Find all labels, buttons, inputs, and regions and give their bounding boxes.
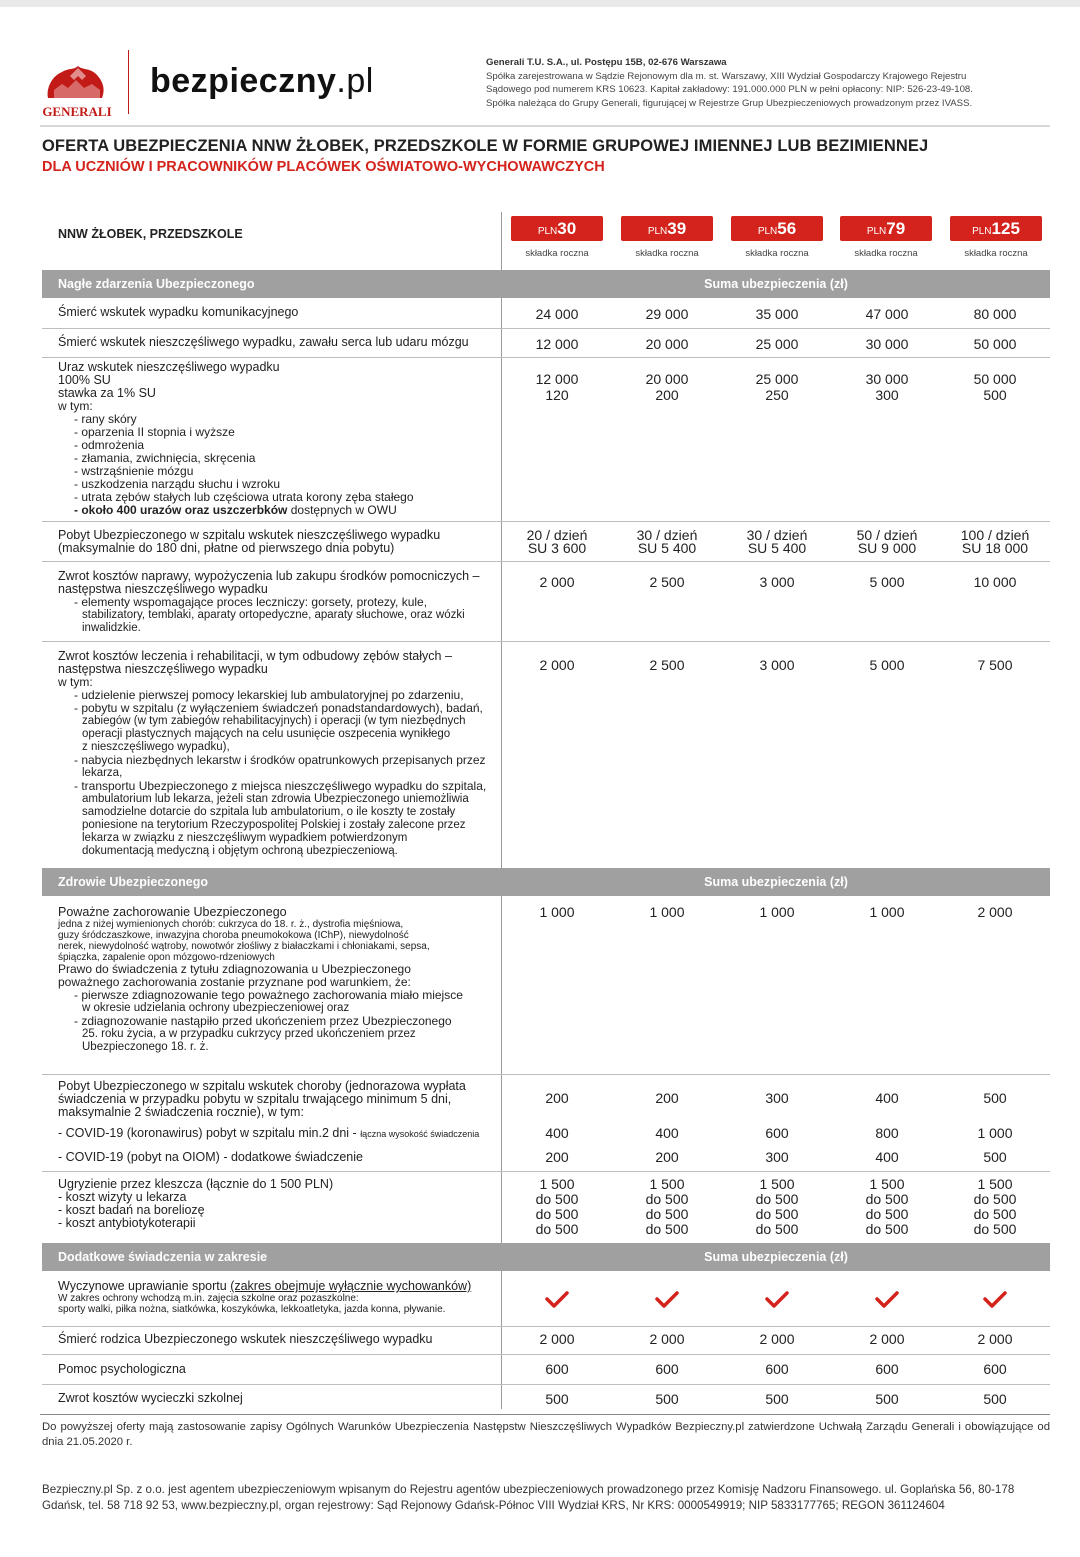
value-cell: 1 000 xyxy=(539,904,575,920)
header-rule xyxy=(40,125,1050,127)
list-item: - złamania, zwichnięcia, skręcenia xyxy=(74,451,256,465)
list-item: w okresie udzielania ochrony ubezpieczeniowej oraz xyxy=(82,1002,350,1014)
premium-note: składka roczna xyxy=(525,248,589,259)
sum-insured-label: Suma ubezpieczenia (zł) xyxy=(704,875,848,889)
list-item: zabiegów (w tym zabiegów rehabilitacyjnych) i operacji (w tym niezbędnych xyxy=(82,715,466,727)
footer-note: Do powyższej oferty mają zastosowanie zapisy Ogólnych Warunków Ubezpieczenia Następstw Nieszczęśliwych Wypadków Bezpieczny.pl zatwierdzone Uchwałą Zarządu Generali i obowiązujące od dnia 21.05.2020 r. xyxy=(42,1421,1050,1448)
price-badge xyxy=(621,216,713,241)
value-cell: 400 xyxy=(875,1149,899,1165)
value-cell: 500 xyxy=(983,1090,1007,1106)
section-header-sudden-events xyxy=(42,270,1050,298)
currency: PLN xyxy=(537,226,558,237)
row-label-main: Wyczynowe uprawianie sportu xyxy=(58,1279,231,1293)
offer-title: OFERTA UBEZPIECZENIA NNW ŻŁOBEK, PRZEDSZKOLE W FORMIE GRUPOWEJ IMIENNEJ LUB BEZIMIENNEJ xyxy=(42,137,929,155)
value-cell: 2 000 xyxy=(539,657,575,673)
sum-insured-label: Suma ubezpieczenia (zł) xyxy=(704,1250,848,1264)
value-cell: do 500 xyxy=(755,1221,799,1237)
value-cell: 200 xyxy=(655,1149,679,1165)
value-cell: 35 000 xyxy=(755,306,799,322)
row-detail: jedna z niżej wymienionych chorób: cukrzyca do 18. r. ż., dystrofia mięśniowa, xyxy=(58,919,404,930)
value-cell: do 500 xyxy=(865,1191,909,1207)
row-label: (maksymalnie do 180 dni, płatne od pierwszego dnia pobytu) xyxy=(58,541,395,555)
list-item: - wstrząśnienie mózgu xyxy=(74,464,194,478)
value-cell: SU 9 000 xyxy=(857,540,917,556)
value-cell: 3 000 xyxy=(759,657,795,673)
row-label: świadczenia w przypadku pobytu w szpitalu trwającego minimum 5 dni, xyxy=(58,1092,452,1106)
value-cell: 2 000 xyxy=(869,1331,905,1347)
value-cell: 50 000 xyxy=(973,371,1017,387)
premium-note: składka roczna xyxy=(745,248,809,259)
price-amount: 30 xyxy=(557,219,577,238)
check-icon xyxy=(722,1291,832,1312)
row-treatment xyxy=(58,650,498,858)
row-tick-bite xyxy=(58,1178,498,1230)
value-cell: 2 000 xyxy=(977,1331,1013,1347)
bold-text: - około 400 urazów oraz uszczerbków xyxy=(74,503,288,517)
row-divider xyxy=(42,328,1050,329)
value-cell: 300 xyxy=(765,1090,789,1106)
section-header-additional xyxy=(42,1243,1050,1271)
sum-insured-label: Suma ubezpieczenia (zł) xyxy=(704,277,848,291)
plan-125 xyxy=(948,216,1044,259)
row-label: - koszt antybiotykoterapii xyxy=(58,1216,196,1230)
company-line-2: Spółka zarejestrowana w Sądzie Rejonowym dla m. st. Warszawy, XIII Wydział Gospodarczy Krajowego Rejestru xyxy=(486,70,967,82)
value-cell: do 500 xyxy=(755,1206,799,1222)
value-cell: do 500 xyxy=(865,1206,909,1222)
row-label: Śmierć rodzica Ubezpieczonego wskutek nieszczęśliwego wypadku xyxy=(58,1332,433,1346)
list-item: - udzielenie pierwszej pomocy lekarskiej lub ambulatoryjnej po zdarzeniu, xyxy=(74,688,464,702)
premium-note: składka roczna xyxy=(854,248,918,259)
row-serious-illness xyxy=(58,906,498,1054)
value-cell: do 500 xyxy=(645,1191,689,1207)
value-cell: 12 000 xyxy=(535,371,579,387)
list-item: - zdiagnozowanie nastąpiło przed ukończeniem przez Ubezpieczonego xyxy=(74,1014,452,1028)
row-divider xyxy=(42,1326,1050,1327)
value-cell: 30 000 xyxy=(865,371,909,387)
row-label: maksymalnie 2 świadczenia rocznie), w tym: xyxy=(58,1105,304,1119)
value-cell: 600 xyxy=(983,1361,1007,1377)
list-item: lekarza w związku z nieszczęśliwym wypadkiem potwierdzonym xyxy=(82,832,408,844)
row-label: Prawo do świadczenia z tytułu zdiagnozowania u Ubezpieczonego xyxy=(58,962,411,976)
row-label: w tym: xyxy=(58,675,93,689)
list-item: - elementy wspomagające proces leczniczy: gorsety, protezy, kule, xyxy=(74,595,428,609)
value-cell: 20 000 xyxy=(645,371,689,387)
value-cell: 2 000 xyxy=(759,1331,795,1347)
value-cell: 600 xyxy=(545,1361,569,1377)
value-cell: 2 500 xyxy=(649,574,685,590)
value-cell: 1 500 xyxy=(977,1176,1013,1192)
list-item: z nieszczęśliwego wypadku), xyxy=(82,741,230,753)
currency: PLN xyxy=(972,226,992,237)
row-label: - koszt badań na boreliozę xyxy=(58,1203,205,1217)
value-cell: 29 000 xyxy=(645,306,689,322)
value-cell: 600 xyxy=(765,1361,789,1377)
value-cell: 50 / dzień xyxy=(856,527,918,543)
price-badge xyxy=(950,216,1042,241)
company-line-1: Generali T.U. S.A., ul. Postępu 15B, 02-676 Warszawa xyxy=(486,57,727,68)
value-cell: 800 xyxy=(875,1125,899,1141)
row-injury xyxy=(58,361,498,517)
row-label: Pobyt Ubezpieczonego w szpitalu wskutek choroby (jednorazowa wypłata xyxy=(58,1079,466,1093)
value-cell: 500 xyxy=(655,1391,679,1407)
premium-note: składka roczna xyxy=(964,248,1028,259)
value-cell: 500 xyxy=(983,387,1007,403)
list-item: ambulatorium lub lekarza, jeżeli stan zdrowia Ubezpieczonego uniemożliwia xyxy=(82,793,469,805)
plan-30 xyxy=(509,216,605,259)
list-item: poniesione na terytorium Rzeczypospolitej Polskiej i zostały zalecone przez xyxy=(82,819,466,831)
row-divider xyxy=(42,521,1050,522)
value-cell: 600 xyxy=(875,1361,899,1377)
list-item: - nabycia niezbędnych lekarstw i środków opatrunkowych przepisanych przez xyxy=(74,753,486,767)
list-item: operacji plastycznych mających na celu usunięcie oszpecenia wynikłego xyxy=(82,728,451,740)
value-cell: SU 3 600 xyxy=(527,540,587,556)
value-cell: 1 500 xyxy=(539,1176,575,1192)
row-label: w tym: xyxy=(58,399,93,413)
list-item: - pobytu w szpitalu (z wyłączeniem świadczeń ponadstandardowych), badań, xyxy=(74,701,483,715)
row-divider xyxy=(42,1384,1050,1385)
value-cell: 20 / dzień xyxy=(526,527,588,543)
value-cell: 5 000 xyxy=(869,657,905,673)
price-amount: 79 xyxy=(886,219,906,238)
value-cell: 600 xyxy=(765,1125,789,1141)
list-item: - uszkodzenia narządu słuchu i wzroku xyxy=(74,477,281,491)
section-header-health xyxy=(42,868,1050,896)
list-item xyxy=(58,504,498,517)
check-icon xyxy=(832,1291,942,1312)
row-aids xyxy=(58,570,498,635)
value-cell: 3 000 xyxy=(759,574,795,590)
value-cell: 200 xyxy=(655,1090,679,1106)
value-cell: 300 xyxy=(875,387,899,403)
row-divider xyxy=(42,357,1050,358)
row-hospital-accident xyxy=(58,529,498,555)
row-label: Zwrot kosztów wycieczki szkolnej xyxy=(58,1391,243,1405)
value-cell: SU 5 400 xyxy=(637,540,697,556)
row-detail: śpiączka, zapalenie opon mózgowo-rdzeniowych xyxy=(58,952,275,963)
page-header xyxy=(40,48,1050,128)
row-label: stawka za 1% SU xyxy=(58,386,156,400)
value-cell: do 500 xyxy=(973,1191,1017,1207)
offer-subtitle: DLA UCZNIÓW I PRACOWNIKÓW PLACÓWEK OŚWIATOWO-WYCHOWAWCZYCH xyxy=(42,159,605,175)
plan-79 xyxy=(838,216,934,259)
value-cell: 200 xyxy=(545,1090,569,1106)
currency: PLN xyxy=(647,226,668,237)
row-label: - koszt wizyty u lekarza xyxy=(58,1190,187,1204)
value-cell: 25 000 xyxy=(755,371,799,387)
footer-agent-info: Bezpieczny.pl Sp. z o.o. jest agentem ubezpieczeniowym wpisanym do Rejestru agentów ubezpieczeniowych prowadzonego przez Komisję Nadzoru Finansowego. ul. Goplańska 56, 80-178 Gdańsk, tel. 58 718 92 53, www.bezpieczny.pl, organ rejestrowy: Sąd Rejonowy Gdańsk-Północ VIII Wydział KRS, Nr KRS: 0000549919; NIP 5833177765; REGON 361124604 xyxy=(42,1483,1015,1512)
row-label: poważnego zachorowania zostanie przyznane pod warunkiem, że: xyxy=(58,975,411,989)
row-label: Poważne zachorowanie Ubezpieczonego xyxy=(58,905,287,919)
row-detail: sporty walki, piłka nożna, siatkówka, koszykówka, lekkoatletyka, jazda konna, pływanie. xyxy=(58,1304,446,1315)
row-label: Zwrot kosztów naprawy, wypożyczenia lub zakupu środków pomocniczych – xyxy=(58,569,480,583)
row-covid-hospital xyxy=(58,1127,498,1141)
row-label: 100% SU xyxy=(58,373,111,387)
row-sport xyxy=(58,1280,498,1315)
value-cell: 1 500 xyxy=(649,1176,685,1192)
row-note: łączna wysokość świadczenia xyxy=(360,1129,480,1139)
list-item: dokumentacją medyczną i objętym ochroną ubezpieczeniową. xyxy=(82,845,398,857)
price-amount: 39 xyxy=(667,219,687,238)
list-item: - oparzenia II stopnia i wyższe xyxy=(74,425,235,439)
value-cell: 80 000 xyxy=(973,306,1017,322)
value-cell: 25 000 xyxy=(755,336,799,352)
value-cell: 30 / dzień xyxy=(636,527,698,543)
value-cell: do 500 xyxy=(755,1191,799,1207)
value-cell: 2 000 xyxy=(539,574,575,590)
value-cell: 500 xyxy=(545,1391,569,1407)
value-cell: SU 18 000 xyxy=(961,540,1029,556)
row-label: Uraz wskutek nieszczęśliwego wypadku xyxy=(58,360,280,374)
plan-56 xyxy=(729,216,825,259)
value-cell: 20 000 xyxy=(645,336,689,352)
brand-main: bezpieczny xyxy=(150,62,337,100)
value-cell: 400 xyxy=(655,1125,679,1141)
price-amount: 125 xyxy=(991,219,1020,238)
price-badge xyxy=(511,216,603,241)
value-cell: 12 000 xyxy=(535,336,579,352)
value-cell: do 500 xyxy=(645,1206,689,1222)
row-label: następstwa nieszczęśliwego wypadku xyxy=(58,582,268,596)
value-cell: 10 000 xyxy=(973,574,1017,590)
list-item: - rany skóry xyxy=(74,412,137,426)
value-cell: 500 xyxy=(983,1149,1007,1165)
row-label: Zwrot kosztów leczenia i rehabilitacji, w tym odbudowy zębów stałych – xyxy=(58,649,452,663)
value-cell: do 500 xyxy=(973,1206,1017,1222)
list-item: inwalidzkie. xyxy=(82,622,141,634)
section-label: Dodatkowe świadczenia w zakresie xyxy=(58,1250,268,1264)
list-item: - transportu Ubezpieczonego z miejsca nieszczęśliwego wypadku do szpitala, xyxy=(74,779,487,793)
row-label: - COVID-19 (koronawirus) pobyt w szpitalu min.2 dni - xyxy=(58,1126,361,1140)
row-detail: guzy śródczaszkowe, inwazyjna choroba pneumokokowa (IChP), niewydolność xyxy=(58,930,409,941)
list-item: - utrata zębów stałych lub częściowa utrata korony zęba stałego xyxy=(74,490,414,504)
price-amount: 56 xyxy=(777,219,797,238)
value-cell: 250 xyxy=(765,387,789,403)
row-label: Śmierć wskutek wypadku komunikacyjnego xyxy=(58,305,299,319)
row-label xyxy=(58,1280,498,1293)
value-cell: 600 xyxy=(655,1361,679,1377)
value-cell: do 500 xyxy=(535,1191,579,1207)
value-cell: 100 / dzień xyxy=(960,527,1030,543)
value-cell: 1 000 xyxy=(869,904,905,920)
currency: PLN xyxy=(866,226,887,237)
company-info xyxy=(486,56,1058,110)
value-cell: 2 000 xyxy=(539,1331,575,1347)
table-bottom-rule xyxy=(40,1414,1050,1415)
value-cell: 5 000 xyxy=(869,574,905,590)
value-cell: 400 xyxy=(875,1090,899,1106)
list-item: lekarza, xyxy=(82,767,123,779)
value-cell: 200 xyxy=(655,387,679,403)
value-cell: 1 500 xyxy=(759,1176,795,1192)
check-icon xyxy=(940,1291,1050,1312)
value-cell: SU 5 400 xyxy=(747,540,807,556)
row-label: Śmierć wskutek nieszczęśliwego wypadku, zawału serca lub udaru mózgu xyxy=(58,335,469,349)
generali-lion-logo xyxy=(40,58,114,122)
value-cell: 500 xyxy=(765,1391,789,1407)
value-cell: 7 500 xyxy=(977,657,1013,673)
list-item: - odmrożenia xyxy=(74,438,145,452)
value-cell: 300 xyxy=(765,1149,789,1165)
value-cell: 2 500 xyxy=(649,657,685,673)
price-badge xyxy=(840,216,932,241)
row-covid-icu: - COVID-19 (pobyt na OIOM) - dodatkowe świadczenie xyxy=(58,1150,363,1164)
row-divider xyxy=(42,1074,1050,1075)
list-item: samodzielne dotarcie do szpitala lub ambulatorium, o ile koszty te zostały xyxy=(82,806,456,818)
list-item: 25. roku życia, a w przypadku cukrzycy przed ukończeniem przez xyxy=(82,1028,416,1040)
value-cell: do 500 xyxy=(535,1206,579,1222)
section-label: Zdrowie Ubezpieczonego xyxy=(58,875,209,889)
row-divider xyxy=(42,1171,1050,1172)
value-cell: 24 000 xyxy=(535,306,579,322)
brand-tld: .pl xyxy=(336,62,374,100)
value-cell: 2 000 xyxy=(977,904,1013,920)
price-badge xyxy=(731,216,823,241)
row-detail: W zakres ochrony wchodzą m.in. zajęcia szkolne oraz pozaszkolne: xyxy=(58,1293,359,1304)
list-item: - pierwsze zdiagnozowanie tego poważnego zachorowania miało miejsce xyxy=(74,988,463,1002)
row-divider xyxy=(42,641,1050,642)
value-cell: 500 xyxy=(983,1391,1007,1407)
value-cell: 1 000 xyxy=(977,1125,1013,1141)
value-cell: do 500 xyxy=(535,1221,579,1237)
value-cell: 1 500 xyxy=(869,1176,905,1192)
check-icon xyxy=(612,1291,722,1312)
row-label: Pomoc psychologiczna xyxy=(58,1362,186,1376)
company-line-3: Sądowego pod numerem KRS 10623. Kapitał zakładowy: 191.000.000 PLN w pełni opłacony: NIP: 526-23-49-108. xyxy=(486,84,973,95)
value-cell: 2 000 xyxy=(649,1331,685,1347)
list-item: stabilizatory, temblaki, aparaty ortopedyczne, aparaty słuchowe, oraz wózki xyxy=(82,609,465,621)
check-icon xyxy=(502,1291,612,1312)
row-divider xyxy=(42,561,1050,562)
value-cell: 200 xyxy=(545,1149,569,1165)
list-text: dostępnych w OWU xyxy=(287,503,397,517)
row-label: Ugryzienie przez kleszcza (łącznie do 1 500 PLN) xyxy=(58,1177,334,1191)
value-cell: 120 xyxy=(545,387,569,403)
row-hospital-illness xyxy=(58,1080,498,1119)
company-line-4: Spółka należąca do Grupy Generali, figurującej w Rejestrze Grup Ubezpieczeniowych prowadzonym przez IVASS. xyxy=(486,97,973,109)
value-cell: 50 000 xyxy=(973,336,1017,352)
row-detail: nerek, niewydolność wątroby, nowotwór złośliwy z białaczkami i chłoniakami, sepsa, xyxy=(58,941,430,952)
premium-note: składka roczna xyxy=(635,248,699,259)
value-cell: 500 xyxy=(875,1391,899,1407)
list-item: Ubezpieczonego 18. r. ż. xyxy=(82,1041,209,1053)
row-divider xyxy=(42,1354,1050,1355)
value-cell: 1 000 xyxy=(649,904,685,920)
value-cell: 1 000 xyxy=(759,904,795,920)
section-label: Nagłe zdarzenia Ubezpieczonego xyxy=(58,277,255,291)
logo-text: GENERALI xyxy=(42,104,112,119)
plan-39 xyxy=(619,216,715,259)
row-label: następstwa nieszczęśliwego wypadku xyxy=(58,662,268,676)
top-band xyxy=(0,0,1080,7)
value-cell: 30 000 xyxy=(865,336,909,352)
value-cell: do 500 xyxy=(865,1221,909,1237)
plans-label: NNW ŻŁOBEK, PRZEDSZKOLE xyxy=(58,227,243,241)
value-cell: 30 / dzień xyxy=(746,527,808,543)
value-cell: do 500 xyxy=(645,1221,689,1237)
brand-logo xyxy=(150,62,374,101)
header-divider xyxy=(128,50,129,114)
currency: PLN xyxy=(757,226,778,237)
row-label-scope: (zakres obejmuje wyłącznie wychowanków) xyxy=(230,1279,472,1293)
value-cell: 400 xyxy=(545,1125,569,1141)
value-cell: do 500 xyxy=(973,1221,1017,1237)
value-cell: 47 000 xyxy=(865,306,909,322)
row-label: Pobyt Ubezpieczonego w szpitalu wskutek nieszczęśliwego wypadku xyxy=(58,528,441,542)
